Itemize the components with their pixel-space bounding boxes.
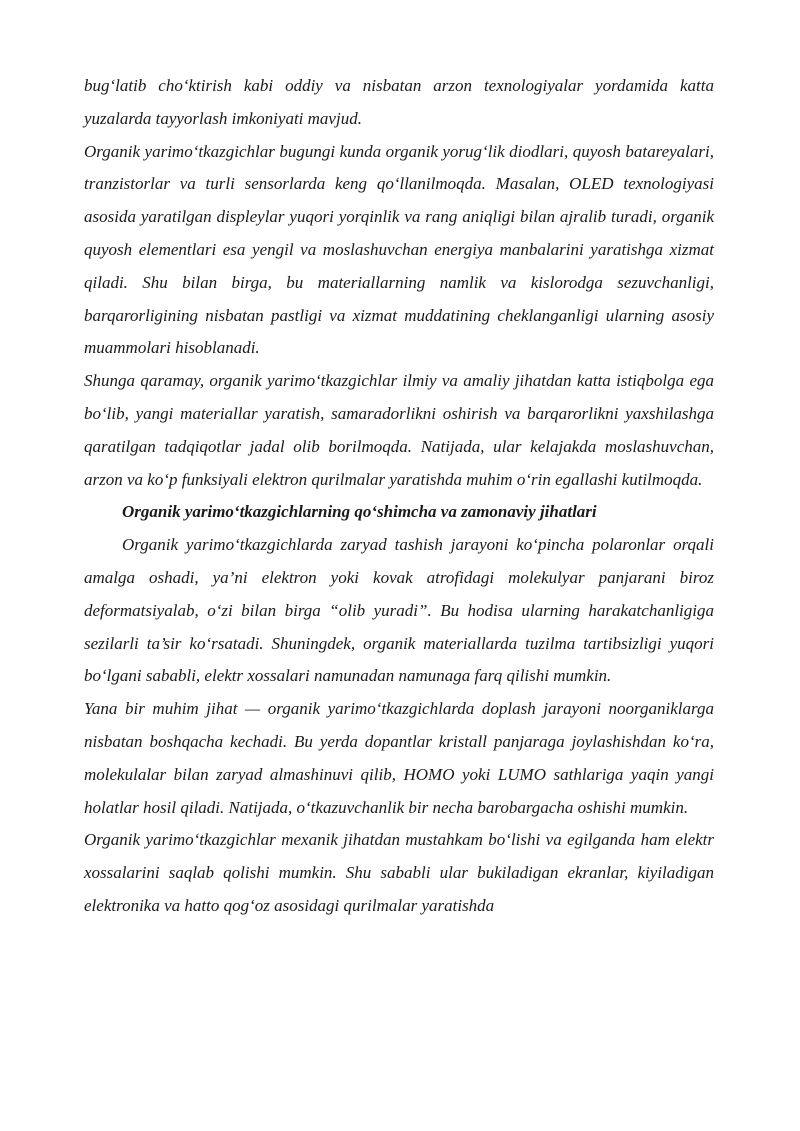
paragraph-continuation: bug‘latib cho‘ktirish kabi oddiy va nisbatan arzon texnologiyalar yordamida katta yuzalarda tayyorlash imkoniyati mavjud. bbox=[84, 76, 714, 128]
paragraph-prospects: Shunga qaramay, organik yarimo‘tkazgichlar ilmiy va amaliy jihatdan katta istiqbolga ega bo‘lib, yangi materiallar yaratish, samaradorlikni oshirish va barqarorlikni yaxshilashga qaratilgan tadqiqotlar jadal olib borilmoqda. Natijada, ular kelajakda moslashuvchan, arzon va ko‘p funksiyali elektron qurilmalar yaratishda muhim o‘rin egallashi kutilmoqda. bbox=[84, 371, 714, 489]
document-page bbox=[84, 70, 714, 923]
paragraph-applications: Organik yarimo‘tkazgichlar bugungi kunda organik yorug‘lik diodlari, quyosh batareyalari, tranzistorlar va turli sensorlarda keng qo‘llanilmoqda. Masalan, OLED texnologiyasi asosida yaratilgan displeylar yuqori yorqinlik va rang aniqligi bilan ajralib turadi, organik quyosh elementlari esa yengil va moslashuvchan energiya manbalarini yaratishga xizmat qiladi. Shu bilan birga, bu materiallarning namlik va kislorodga sezuvchanligi, barqarorligining nisbatan pastligi va xizmat muddatining cheklanganligi ularning asosiy muammolari hisoblanadi. bbox=[84, 141, 714, 358]
paragraph-mechanical: Organik yarimo‘tkazgichlar mexanik jihatdan mustahkam bo‘lishi va egilganda ham elektr xossalarini saqlab qolishi mumkin. Shu sababli ular bukiladigan ekranlar, kiyiladigan elektronika va hatto qog‘oz asosidagi qurilmalar yaratishda bbox=[84, 830, 714, 915]
paragraph-doping: Yana bir muhim jihat — organik yarimo‘tkazgichlarda doplash jarayoni noorganiklarga nisbatan boshqacha kechadi. Bu yerda dopantlar kristall panjaraga joylashishdan ko‘ra, molekulalar bilan zaryad almashinuvi qilib, HOMO yoki LUMO sathlariga yaqin yangi holatlar hosil qiladi. Natijada, o‘tkazuvchanlik bir necha barobargacha oshishi mumkin. bbox=[84, 699, 714, 817]
section-heading: Organik yarimo‘tkazgichlarning qo‘shimcha va zamonaviy jihatlari bbox=[122, 502, 597, 522]
paragraph-polarons: Organik yarimo‘tkazgichlarda zaryad tashish jarayoni ko‘pincha polaronlar orqali amalga oshadi, ya’ni elektron yoki kovak atrofidagi molekulyar panjarani biroz deformatsiyalab, o‘zi bilan birga “olib yuradi”. Bu hodisa ularning harakatchanligiga sezilarli ta’sir ko‘rsatadi. Shuningdek, organik materiallarda tuzilma tartibsizligi yuqori bo‘lgani sababli, elektr xossalari namunadan namunaga farq qilishi mumkin. bbox=[84, 535, 714, 686]
